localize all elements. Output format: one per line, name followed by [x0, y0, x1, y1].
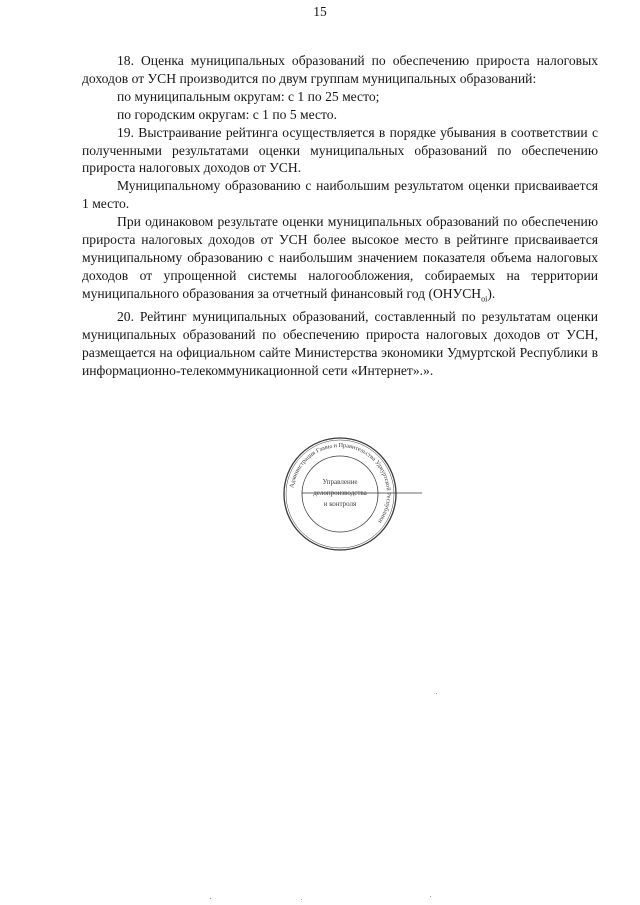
page-number: 15 — [313, 4, 327, 19]
seal-graphic — [282, 436, 428, 552]
paragraph-19-tie-rule — [82, 213, 598, 308]
paragraph-19-first-place: Муниципальному образованию с наибольшим результатом оценки присваивается 1 место. — [82, 178, 598, 212]
seal-ring-text: Администрация Главы и Правительства Удмуртской Республики — [288, 441, 393, 525]
paragraph-20: 20. Рейтинг муниципальных образований, составленный по результатам оценки муниципальных образований по обеспечению прироста налоговых доходов от УСН, размещается на официальном сайте Министерства экономики Удмуртской Республики в информационно-телекоммуникационной сети «Интернет».». — [82, 309, 598, 379]
scan-speck — [210, 898, 211, 899]
scan-speck — [436, 693, 437, 694]
paragraph-18-item-urban: по городским округам: с 1 по 5 место. — [117, 106, 337, 122]
seal-inner-text-1: Управление — [322, 478, 358, 486]
scan-speck — [430, 896, 431, 897]
scan-speck — [301, 899, 302, 900]
document-body — [82, 52, 598, 380]
paragraph-19: 19. Выстраивание рейтинга осуществляется в порядке убывания в соответствии с полученными результатами оценки муниципальных образований по обеспечению прироста налоговых доходов от УСН. — [82, 124, 598, 176]
paragraph-18: 18. Оценка муниципальных образований по обеспечению прироста налоговых доходов от УСН производится по двум группам муниципальных образований: — [82, 53, 598, 86]
tie-rule-text: При одинаковом результате оценки муниципальных образований по обеспечению прироста налоговых доходов от УСН более высокое место в рейтинге присваивается муниципальному образованию с наибольшим значением показателя объема налоговых доходов от упрощенной системы налогообложения, собираемых на территории муниципального образования за отчетный финансовый год (ОНУСН — [82, 214, 598, 301]
seal-inner-text-2: делопроизводства — [313, 489, 367, 497]
official-seal — [282, 436, 428, 552]
tie-rule-tail: ). — [487, 285, 496, 301]
subscript-oi: oi — [481, 294, 488, 304]
paragraph-18-item-municipal: по муниципальным округам: с 1 по 25 место; — [117, 88, 380, 104]
seal-inner-text-3: и контроля — [323, 500, 357, 508]
